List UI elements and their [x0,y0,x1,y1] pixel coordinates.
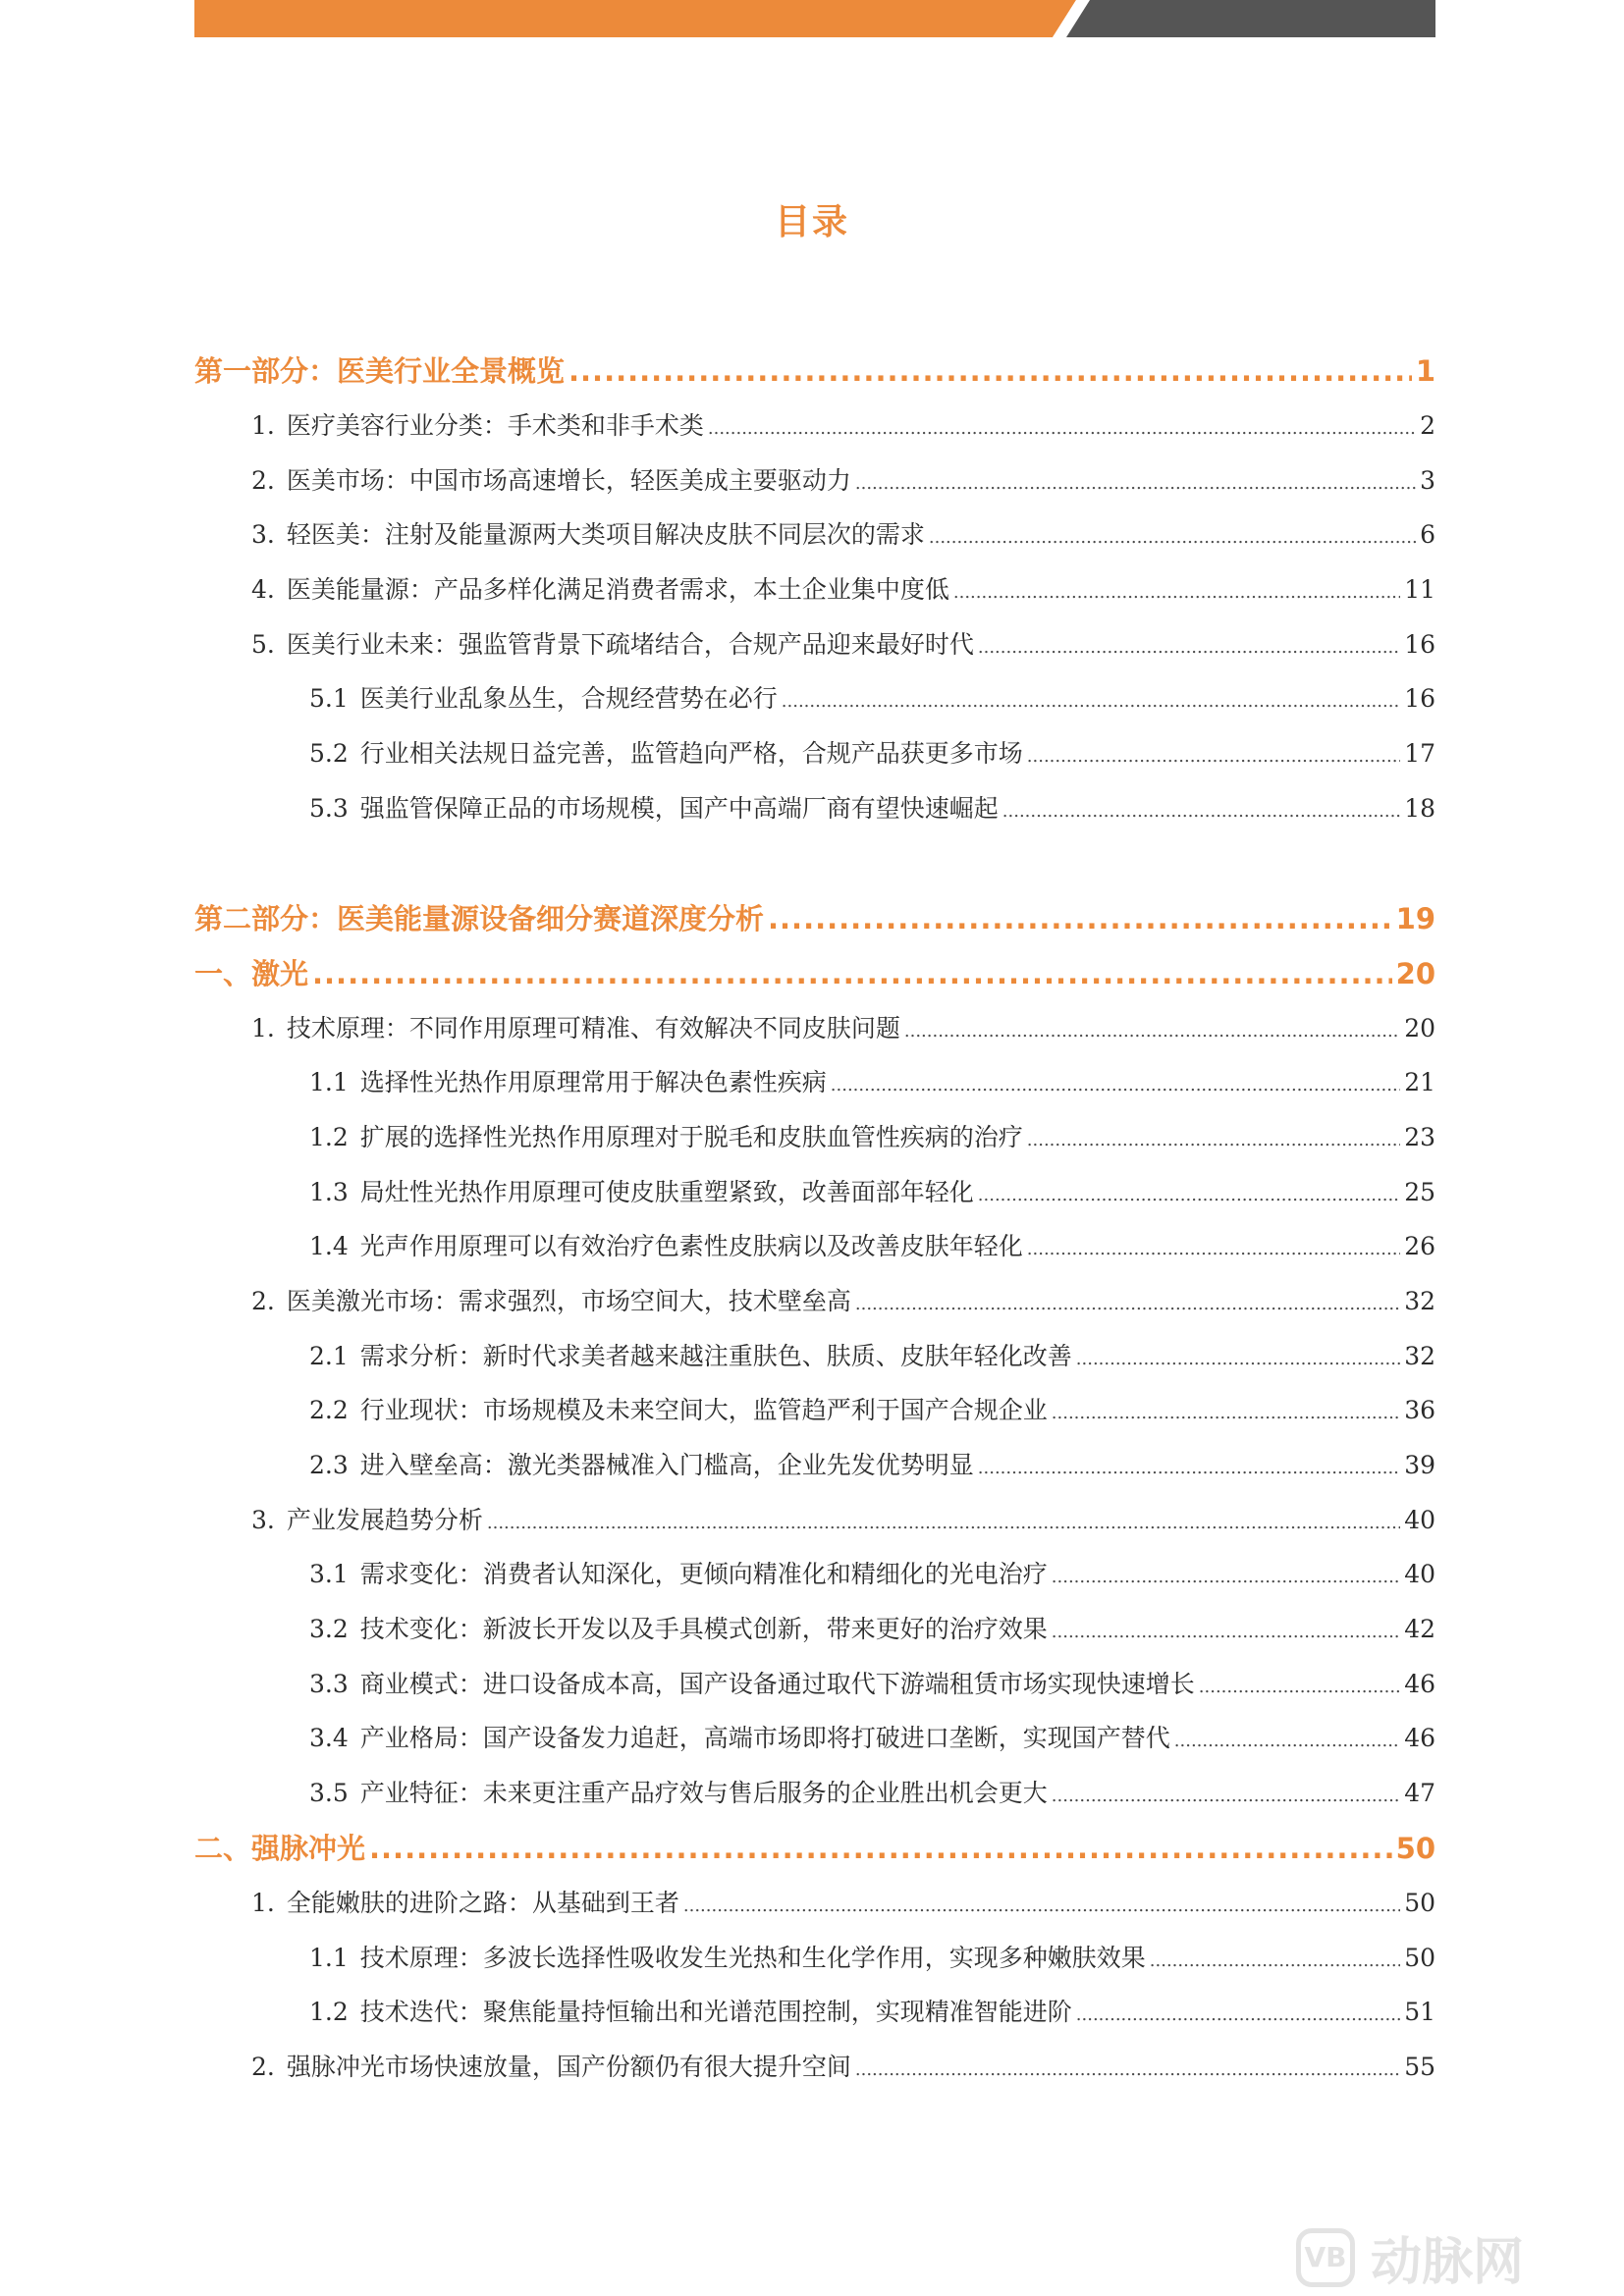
leader-dots [978,1441,1400,1496]
toc-chapter-entry-page-number: 55 [1404,2052,1435,2081]
toc-subsection-entry-label [309,1985,1072,2040]
toc-chapter-entry-label [251,2040,851,2095]
leader-dots [855,2043,1400,2098]
toc-chapter-entry[interactable] [194,507,1435,562]
header-dark-band [1066,0,1435,37]
toc-subsection-entry-page-number: 47 [1404,1779,1435,1808]
leader-dots [369,1821,1392,1876]
toc-subsection-entry-number: 3.2 [309,1615,349,1644]
toc-subsection-entry-text: 医美行业乱象丛生，合规经营势在必行 [359,684,778,714]
toc-subsection-entry-text: 技术变化：新波长开发以及手具模式创新，带来更好的治疗效果 [359,1615,1048,1644]
toc-subsection-entry[interactable] [194,1931,1435,1986]
leader-dots [568,344,1412,399]
toc-subsection-entry-label [309,1931,1146,1986]
toc-subsection-entry-text: 商业模式：进口设备成本高，国产设备通过取代下游端租赁市场实现快速增长 [359,1669,1195,1698]
toc-part-entry[interactable] [194,891,1435,946]
toc-subsection-entry-text: 选择性光热作用原理常用于解决色素性疾病 [359,1068,827,1097]
toc-chapter-entry[interactable] [194,617,1435,672]
toc-subsection-entry-number: 5.3 [309,793,349,823]
toc-subsection-entry-page-number: 32 [1404,1341,1435,1370]
toc-chapter-entry-page-number: 20 [1404,1013,1435,1042]
toc-subsection-entry-label [309,1165,974,1220]
toc-chapter-entry-label [251,1493,483,1548]
toc-subsection-entry-number: 1.2 [309,1998,349,2027]
leader-dots [1027,1222,1400,1277]
toc-subsection-entry-label [309,671,778,726]
toc-subsection-entry-page-number: 18 [1404,793,1435,823]
table-of-contents [194,344,1435,2095]
toc-chapter-entry-label [251,617,974,672]
toc-part-entry-page-number: 50 [1395,1831,1435,1865]
toc-chapter-entry-label [251,507,925,562]
toc-part-entry-page-number: 20 [1395,956,1435,990]
toc-chapter-entry-page-number: 16 [1404,629,1435,659]
toc-subsection-entry[interactable] [194,1165,1435,1220]
leader-dots [1150,1934,1400,1989]
toc-subsection-entry-label [309,1383,1048,1438]
toc-subsection-entry[interactable] [194,1055,1435,1110]
toc-subsection-entry-page-number: 16 [1404,684,1435,714]
toc-subsection-entry-text: 技术原理：多波长选择性吸收发生光热和生化学作用，实现多种嫩肤效果 [359,1943,1146,1972]
toc-chapter-entry[interactable] [194,562,1435,617]
leader-dots [782,674,1400,729]
header-bar [194,0,1435,37]
toc-part-entry[interactable] [194,946,1435,1001]
leader-dots [1027,1113,1400,1168]
toc-subsection-entry-text: 行业相关法规日益完善，监管趋向严格，合规产品获更多市场 [359,739,1023,769]
toc-chapter-entry-text: 技术原理：不同作用原理可精准、有效解决不同皮肤问题 [286,1013,900,1042]
leader-dots [978,620,1400,675]
toc-subsection-entry-number: 3.5 [309,1779,349,1808]
toc-chapter-entry-number: 2. [251,1286,275,1315]
toc-chapter-entry-text: 医美能量源：产品多样化满足消费者需求，本土企业集中度低 [286,575,949,605]
toc-subsection-entry[interactable] [194,1329,1435,1384]
toc-subsection-entry[interactable] [194,1711,1435,1766]
toc-subsection-entry-label [309,1766,1048,1821]
toc-subsection-entry-number: 3.3 [309,1669,349,1698]
toc-part-entry-label [194,344,565,399]
toc-subsection-entry-number: 2.1 [309,1341,349,1370]
leader-dots [1052,1605,1400,1660]
toc-chapter-entry[interactable] [194,2040,1435,2095]
toc-subsection-entry-label [309,1657,1195,1712]
toc-chapter-entry-label [251,562,949,617]
watermark [1296,2220,1524,2294]
toc-subsection-entry-page-number: 21 [1404,1068,1435,1097]
toc-subsection-entry-number: 1.2 [309,1122,349,1151]
toc-subsection-entry-page-number: 42 [1404,1615,1435,1644]
toc-subsection-entry-label [309,1438,974,1493]
toc-part-entry-text: 二、强脉冲光 [194,1831,366,1865]
toc-part-entry-text: 第一部分：医美行业全景概览 [194,354,566,388]
toc-subsection-entry-page-number: 46 [1404,1724,1435,1753]
toc-subsection-entry-page-number: 46 [1404,1669,1435,1698]
toc-chapter-entry-number: 1. [251,1888,275,1917]
toc-subsection-entry-page-number: 39 [1404,1451,1435,1479]
toc-subsection-entry-label [309,1055,827,1110]
toc-chapter-entry-text: 全能嫩肤的进阶之路：从基础到王者 [286,1888,679,1917]
toc-chapter-entry-text: 产业发展趋势分析 [286,1505,483,1534]
toc-subsection-entry-number: 5.1 [309,684,349,714]
toc-chapter-entry-number: 1. [251,411,275,440]
toc-subsection-entry-page-number: 25 [1404,1177,1435,1206]
toc-subsection-entry[interactable] [194,1766,1435,1821]
toc-subsection-entry[interactable] [194,1219,1435,1274]
toc-chapter-entry-number: 4. [251,575,275,605]
toc-subsection-entry[interactable] [194,1547,1435,1602]
toc-subsection-entry[interactable] [194,1110,1435,1165]
leader-dots [487,1496,1400,1551]
toc-subsection-entry[interactable] [194,1602,1435,1657]
toc-chapter-entry-label [251,1876,679,1931]
leader-dots [683,1879,1400,1934]
toc-subsection-entry-page-number: 36 [1404,1396,1435,1425]
watermark-logo-icon: VB [1296,2228,1355,2287]
toc-subsection-entry-text: 进入壁垒高：激光类器械准入门槛高，企业先发优势明显 [359,1451,974,1479]
toc-subsection-entry-page-number: 50 [1404,1943,1435,1972]
toc-chapter-entry-label [251,1001,900,1056]
toc-chapter-entry-label [251,399,704,454]
toc-subsection-entry-text: 强监管保障正品的市场规模，国产中高端厂商有望快速崛起 [359,793,999,823]
toc-subsection-entry-page-number: 17 [1404,739,1435,769]
leader-dots [1076,1332,1400,1387]
toc-chapter-entry-number: 5. [251,629,275,659]
leader-dots [953,565,1400,620]
toc-subsection-entry-number: 3.4 [309,1724,349,1753]
toc-part-entry-text: 第二部分：医美能量源设备细分赛道深度分析 [194,901,765,935]
toc-subsection-entry[interactable] [194,1438,1435,1493]
toc-subsection-entry-page-number: 23 [1404,1122,1435,1151]
leader-dots [855,1277,1400,1332]
toc-chapter-entry-number: 2. [251,465,275,495]
leader-dots [768,891,1392,946]
toc-subsection-entry-number: 1.3 [309,1177,349,1206]
toc-subsection-entry-text: 需求变化：消费者认知深化，更倾向精准化和精细化的光电治疗 [359,1560,1048,1589]
header-bar-graphic [194,0,1435,37]
header-orange-band [194,0,1076,37]
toc-subsection-entry-text: 局灶性光热作用原理可使皮肤重塑紧致，改善面部年轻化 [359,1177,974,1206]
toc-subsection-entry-page-number: 26 [1404,1232,1435,1261]
watermark-text: 动脉网 [1371,2233,1525,2292]
toc-part-entry[interactable] [194,1821,1435,1876]
leader-dots [929,510,1416,565]
toc-subsection-entry-label [309,1329,1072,1384]
leader-dots [1002,784,1400,839]
toc-subsection-entry-page-number: 40 [1404,1560,1435,1589]
toc-subsection-entry-text: 需求分析：新时代求美者越来越注重肤色、肤质、皮肤年轻化改善 [359,1341,1072,1370]
toc-subsection-entry-label [309,1602,1048,1657]
toc-part-entry-page-number: 1 [1415,354,1435,388]
leader-dots [1052,1769,1400,1824]
toc-subsection-entry-text: 行业现状：市场规模及未来空间大，监管趋严利于国产合规企业 [359,1396,1048,1425]
leader-dots [1199,1660,1400,1715]
toc-chapter-entry-text: 医美市场：中国市场高速增长，轻医美成主要驱动力 [286,465,851,495]
toc-subsection-entry-label [309,781,999,836]
toc-subsection-entry-number: 5.2 [309,739,349,769]
toc-chapter-entry[interactable] [194,1876,1435,1931]
toc-part-entry-label [194,946,308,1001]
toc-subsection-entry-number: 1.1 [309,1943,349,1972]
leader-dots [1027,729,1400,784]
toc-chapter-entry-number: 3. [251,520,275,550]
leader-dots [831,1058,1400,1113]
toc-chapter-entry-page-number: 40 [1404,1505,1435,1534]
section-gap [194,836,1435,891]
toc-subsection-entry-label [309,1547,1048,1602]
toc-subsection-entry-label [309,1219,1023,1274]
toc-chapter-entry-number: 3. [251,1505,275,1534]
leader-dots [312,946,1392,1001]
toc-subsection-entry-number: 3.1 [309,1560,349,1589]
toc-subsection-entry-text: 技术迭代：聚焦能量持恒输出和光谱范围控制，实现精准智能进阶 [359,1998,1072,2027]
toc-subsection-entry-text: 扩展的选择性光热作用原理对于脱毛和皮肤血管性疾病的治疗 [359,1122,1023,1151]
leader-dots [978,1168,1400,1223]
toc-chapter-entry-text: 医美行业未来：强监管背景下疏堵结合，合规产品迎来最好时代 [286,629,974,659]
toc-subsection-entry-number: 2.3 [309,1451,349,1479]
toc-part-entry[interactable] [194,344,1435,399]
toc-chapter-entry-page-number: 32 [1404,1286,1435,1315]
toc-chapter-entry-number: 2. [251,2052,275,2081]
leader-dots [904,1004,1400,1059]
toc-part-entry-text: 一、激光 [194,956,309,990]
leader-dots [708,401,1416,456]
toc-chapter-entry-page-number: 11 [1404,575,1435,605]
toc-subsection-entry-label [309,726,1023,781]
toc-chapter-entry-page-number: 6 [1420,520,1435,550]
toc-chapter-entry[interactable] [194,454,1435,508]
toc-subsection-entry-text: 产业格局：国产设备发力追赶，高端市场即将打破进口垄断，实现国产替代 [359,1724,1170,1753]
toc-subsection-entry-label [309,1110,1023,1165]
toc-chapter-entry-text: 轻医美：注射及能量源两大类项目解决皮肤不同层次的需求 [286,520,925,550]
toc-part-entry-label [194,1821,365,1876]
toc-chapter-entry-page-number: 50 [1404,1888,1435,1917]
toc-chapter-entry[interactable] [194,399,1435,454]
toc-chapter-entry-page-number: 2 [1420,411,1435,440]
toc-subsection-entry-number: 1.4 [309,1232,349,1261]
toc-subsection-entry[interactable] [194,1985,1435,2040]
toc-subsection-entry-text: 产业特征：未来更注重产品疗效与售后服务的企业胜出机会更大 [359,1779,1048,1808]
toc-chapter-entry-number: 1. [251,1013,275,1042]
leader-dots [1076,1988,1400,2043]
toc-subsection-entry[interactable] [194,1383,1435,1438]
toc-chapter-entry-label [251,454,851,508]
toc-subsection-entry-page-number: 51 [1404,1998,1435,2027]
toc-chapter-entry-text: 医美激光市场：需求强烈，市场空间大，技术壁垒高 [286,1286,851,1315]
toc-chapter-entry[interactable] [194,1001,1435,1056]
toc-subsection-entry[interactable] [194,1657,1435,1712]
toc-subsection-entry-label [309,1711,1170,1766]
toc-chapter-entry-text: 医疗美容行业分类：手术类和非手术类 [286,411,704,440]
leader-dots [1052,1550,1400,1605]
toc-chapter-entry-text: 强脉冲光市场快速放量，国产份额仍有很大提升空间 [286,2052,851,2081]
page-title: 目录 [774,202,849,242]
toc-chapter-entry-page-number: 3 [1420,465,1435,495]
toc-subsection-entry[interactable] [194,726,1435,781]
toc-subsection-entry-number: 2.2 [309,1396,349,1425]
leader-dots [855,456,1416,511]
toc-part-entry-label [194,891,764,946]
leader-dots [1052,1386,1400,1441]
toc-subsection-entry-number: 1.1 [309,1068,349,1097]
toc-chapter-entry[interactable] [194,1493,1435,1548]
toc-chapter-entry[interactable] [194,1274,1435,1329]
toc-subsection-entry[interactable] [194,781,1435,836]
toc-part-entry-page-number: 19 [1395,901,1435,935]
toc-subsection-entry[interactable] [194,671,1435,726]
toc-subsection-entry-text: 光声作用原理可以有效治疗色素性皮肤病以及改善皮肤年轻化 [359,1232,1023,1261]
toc-chapter-entry-label [251,1274,851,1329]
leader-dots [1174,1714,1400,1769]
